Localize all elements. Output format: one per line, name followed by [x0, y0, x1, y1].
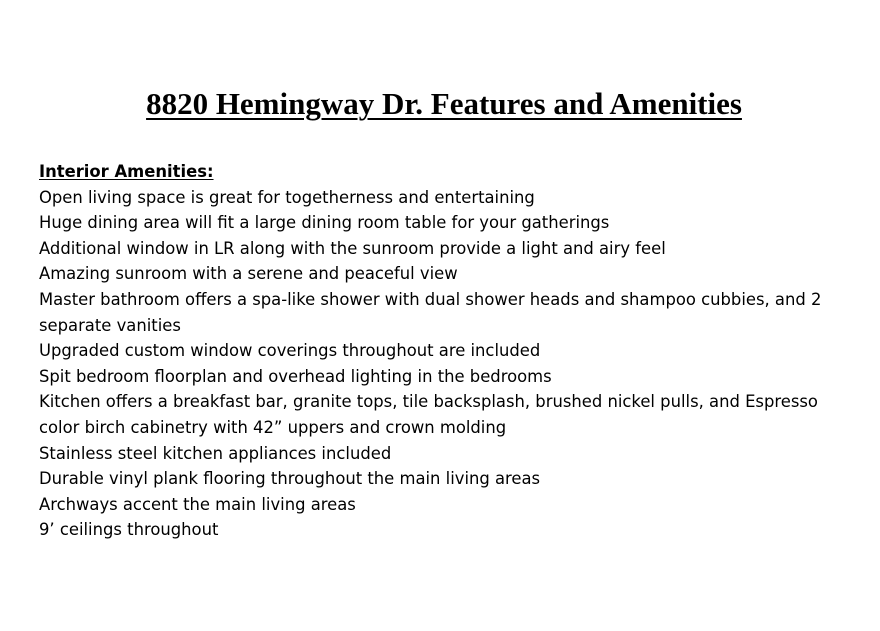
page-title: 8820 Hemingway Dr. Features and Amenities	[146, 86, 742, 121]
list-item: Huge dining area will fit a large dining room table for your gatherings	[39, 213, 610, 233]
list-item: Additional window in LR along with the sunroom provide a light and airy feel	[39, 238, 666, 258]
amenities-section	[39, 159, 854, 543]
feature-list	[39, 185, 854, 543]
list-item: 9’ ceilings throughout	[39, 520, 219, 540]
list-item: Kitchen offers a breakfast bar, granite tops, tile backsplash, brushed nickel pulls, and Espresso color birch cabinetry with 42” uppers and crown molding	[39, 392, 818, 437]
list-item: Stainless steel kitchen appliances included	[39, 443, 392, 463]
list-item: Upgraded custom window coverings throughout are included	[39, 341, 541, 361]
list-item: Durable vinyl plank flooring throughout the main living areas	[39, 469, 541, 489]
section-heading: Interior Amenities:	[39, 162, 214, 181]
list-item: Archways accent the main living areas	[39, 494, 356, 514]
list-item: Spit bedroom floorplan and overhead lighting in the bedrooms	[39, 366, 552, 386]
list-item: Amazing sunroom with a serene and peaceful view	[39, 264, 458, 284]
list-item: Open living space is great for togetherness and entertaining	[39, 187, 535, 207]
list-item: Master bathroom offers a spa-like shower with dual shower heads and shampoo cubbies, and 2 separate vanities	[39, 289, 822, 335]
